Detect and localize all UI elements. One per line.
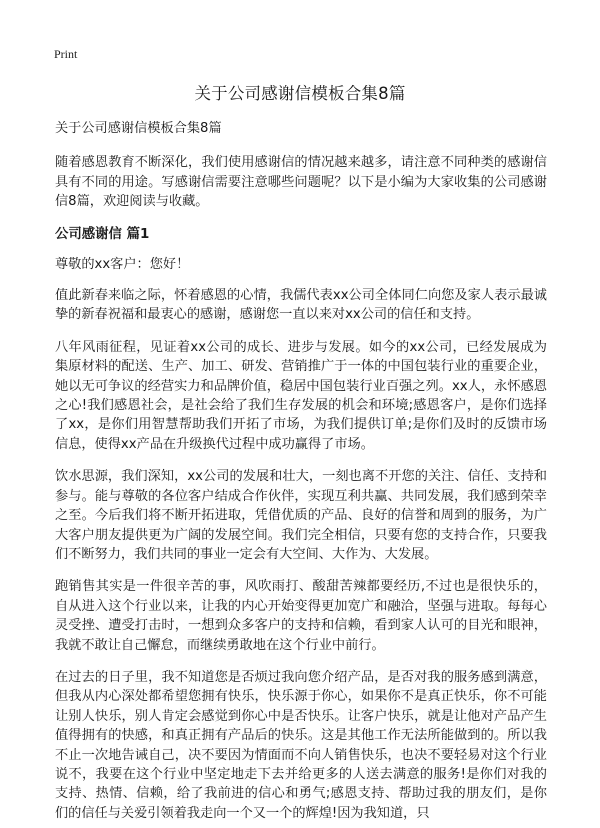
section-heading: 公司感谢信 篇1 [55, 226, 150, 242]
greeting: 尊敬的xx客户：您好！ [55, 256, 190, 272]
print-link[interactable]: Print [54, 47, 78, 61]
document-body [55, 119, 547, 828]
body-paragraph: 值此新春来临之际，怀着感恩的心情，我儒代表xx公司全体同仁向您及家人表示最诚挚的新春祝福和最衷心的感谢，感谢您一直以来对xx公司的信任和支持。 [55, 288, 547, 323]
body-paragraph: 跑销售其实是一件很辛苦的事，风吹雨打、酸甜苦辣都要经历,不过也是很快乐的，自从进入这个行业以来，让我的内心开始变得更加宽广和融洽，坚强与进取。每每心灵受挫、遭受打击时，一想到众多客户的支持和信赖，看到家人认可的目光和眼神，我就不敢让自己懈怠，而继续勇敢地在这个行业中前行。 [55, 579, 547, 653]
body-paragraph: 在过去的日子里，我不知道您是否烦过我向您介绍产品，是否对我的服务感到满意，但我从内心深处都希望您拥有快乐，快乐源于你心，如果你不是真正快乐，你不可能让别人快乐，别人肯定会感觉到你心中是否快乐。让客户快乐，就是让他对产品产生值得拥有的快感，和真正拥有产品后的快乐。这是其他工作无法所能做到的。所以我不止一次地告诫自己，决不要因为情面而不向人销售快乐，也决不要轻易对这个行业说不，我要在这个行业中坚定地走下去并给更多的人送去满意的服务!是你们对我的支持、热情、信赖，给了我前进的信心和勇气;感恩支持、帮助过我的朋友们，是你们的信任与关爱引领着我走向一个又一个的辉煌!因为我知道，只 [55, 669, 547, 821]
body-paragraph: 八年风雨征程，见证着xx公司的成长、进步与发展。如今的xx公司，已经发展成为集原材料的配送、生产、加工、研发、营销推广于一体的中国包装行业的重要企业，她以无可争议的经营实力和品牌价值，稳居中国包装行业百强之列。xx人，永怀感恩之心!我们感恩社会，是社会给了我们生存发展的机会和环境;感恩客户，是你们选择了xx，是你们用智慧帮助我们开拓了市场，为我们提供订单;是你们及时的反馈市场信息，使得xx产品在升级换代过程中成功赢得了市场。 [55, 339, 547, 452]
intro-paragraph: 随着感恩教育不断深化，我们使用感谢信的情况越来越多，请注意不同种类的感谢信具有不同的用途。写感谢信需要注意哪些问题呢？以下是小编为大家收集的公司感谢信8篇，欢迎阅读与收藏。 [55, 155, 547, 210]
body-paragraph: 饮水思源，我们深知，xx公司的发展和壮大，一刻也离不开您的关注、信任、支持和参与。能与尊敬的各位客户结成合作伙伴，实现互利共赢、共同发展，我们感到荣幸之至。今后我们将不断开拓进取，凭借优质的产品、良好的信誉和周到的服务，为广大客户朋友提供更为广阔的发展空间。我们完全相信，只要有您的支持合作，只要我们不断努力，我们共同的事业一定会有大空间、大作为、大发展。 [55, 469, 547, 562]
page-title: 关于公司感谢信模板合集8篇 [194, 84, 406, 103]
document-subtitle: 关于公司感谢信模板合集8篇 [55, 121, 222, 136]
